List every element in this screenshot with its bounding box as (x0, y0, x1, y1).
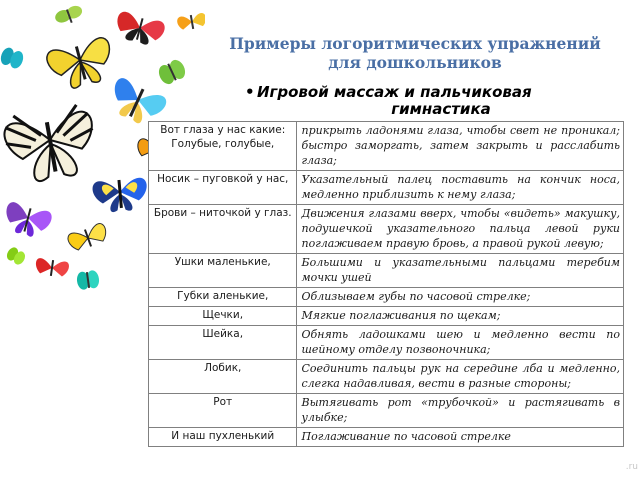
butterfly-icon (1, 103, 100, 186)
phrase-cell: Щечки, (149, 307, 297, 326)
butterfly-icon (92, 177, 149, 214)
table-row (149, 428, 624, 447)
action-cell: Обнять ладошками шею и медленно вести по шейному отделу позвоночника; (297, 326, 624, 360)
butterfly-icon (0, 46, 25, 70)
action-cell: Поглаживание по часовой стрелке (297, 428, 624, 447)
butterfly-icon (45, 36, 117, 93)
table-row (149, 360, 624, 394)
phrase-cell: Губки аленькие, (149, 288, 297, 307)
table-row (149, 122, 624, 171)
butterfly-icon (66, 222, 109, 253)
exercise-table (148, 121, 624, 447)
table-row (149, 326, 624, 360)
table-row (149, 205, 624, 254)
butterfly-icon (156, 57, 188, 86)
phrase-cell: Лобик, (149, 360, 297, 394)
phrase-cell: Вот глаза у нас какие: Голубые, голубые, (149, 122, 297, 171)
phrase-cell: Рот (149, 394, 297, 428)
butterfly-icon (1, 201, 53, 241)
action-cell: Движения глазами вверх, чтобы «видеть» макушку, подушечкой указательного пальца левой руки поглаживаем правую бровь, а правой рукой левую; (297, 205, 624, 254)
title-line-1: Примеры логоритмических упражнений (229, 34, 601, 53)
phrase-cell: Ушки маленькие, (149, 254, 297, 288)
action-cell: Облизываем губы по часовой стрелке; (297, 288, 624, 307)
watermark: .ru (625, 462, 638, 472)
butterfly-icon (76, 270, 100, 291)
phrase-cell: Носик – пуговкой у нас, (149, 171, 297, 205)
butterfly-icon (53, 4, 84, 28)
action-cell: Мягкие поглаживания по щекам; (297, 307, 624, 326)
butterfly-icon (113, 10, 166, 48)
phrase-cell: И наш пухленький (149, 428, 297, 447)
butterfly-icon (34, 258, 69, 279)
table-row (149, 394, 624, 428)
slide-title (205, 34, 625, 72)
action-cell: Вытягивать рот «трубочкой» и растягивать в улыбке; (297, 394, 624, 428)
section-heading-line-2: гимнастика (391, 100, 491, 118)
action-cell: прикрыть ладонями глаза, чтобы свет не проникал; быстро заморгать, затем закрыть и расслабить глаза; (297, 122, 624, 171)
butterfly-icon (5, 245, 28, 266)
table-row (149, 307, 624, 326)
phrase-cell: Брови – ниточкой у глаз. (149, 205, 297, 254)
table-row (149, 288, 624, 307)
bullet-icon: • (245, 83, 255, 101)
action-cell: Соединить пальцы рук на середине лба и медленно, слегка надавливая, вести в разные стороны; (297, 360, 624, 394)
section-heading (245, 84, 625, 118)
table-row (149, 254, 624, 288)
action-cell: Указательный палец поставить на кончик носа, медленно приблизить к нему глаза; (297, 171, 624, 205)
butterfly-icon (176, 12, 205, 31)
phrase-cell: Шейка, (149, 326, 297, 360)
action-cell: Большими и указательными пальцами теребим мочки ушей (297, 254, 624, 288)
title-line-2: для дошкольников (328, 53, 502, 72)
table-row (149, 171, 624, 205)
section-heading-line-1: Игровой массаж и пальчиковая (257, 83, 532, 101)
